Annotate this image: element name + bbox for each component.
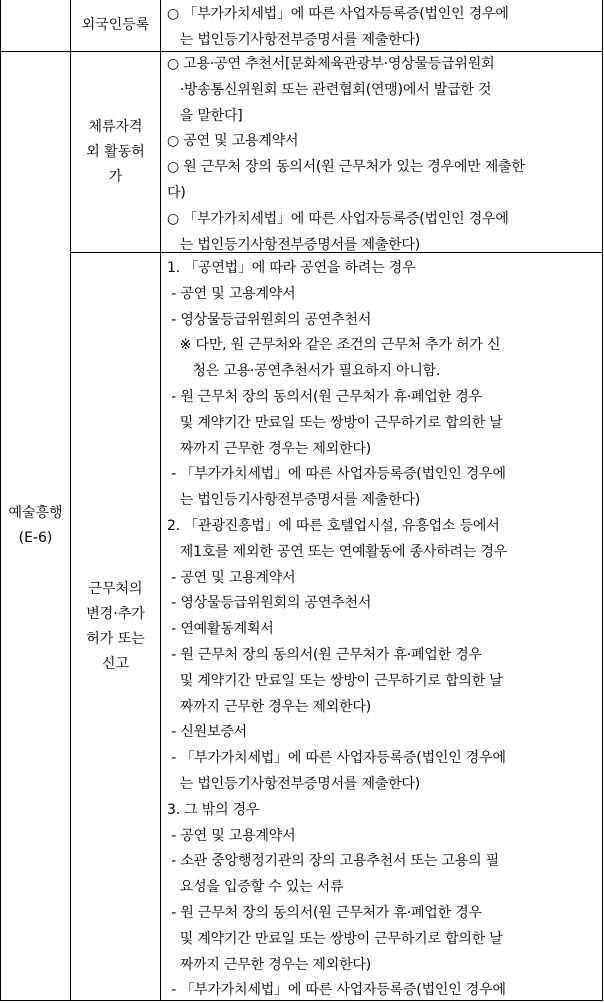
document-line: 및 계약기간 만료일 또는 쌍방이 근무하기로 합의한 날: [167, 414, 503, 431]
document-line: 및 계약기간 만료일 또는 쌍방이 근무하기로 합의한 날: [167, 672, 503, 689]
category-other-activity: 체류자격 외 활동허 가: [86, 118, 145, 185]
document-line: ·방송통신위원회 또는 관련협회(연맹)에서 발급한 것: [167, 81, 492, 98]
document-line: ○ 「부가가치세법」에 따른 사업자등록증(법인인 경우에: [167, 6, 509, 22]
document-line: 1. 「공연법」에 따라 공연을 하려는 경우: [167, 260, 416, 276]
document-line: - 연예활동계획서: [167, 621, 274, 638]
document-line: 3. 그 밖의 경우: [167, 801, 260, 818]
document-line: 을 말한다]: [167, 107, 243, 124]
document-line: ○ 공연 및 고용계약서: [167, 133, 299, 150]
document-line: - 신원보증서: [167, 724, 247, 741]
document-line: - 영상물등급위원회의 공연추천서: [167, 311, 372, 328]
document-line: 제1호를 제외한 공연 또는 연예활동에 종사하려는 경우: [167, 543, 508, 560]
document-line: - 공연 및 고용계약서: [167, 827, 296, 844]
document-line: - 「부가가치세법」에 따른 사업자등록증(법인인 경우에: [167, 466, 506, 483]
document-line: - 「부가가치세법」에 따른 사업자등록증(법인인 경우에: [167, 750, 506, 767]
document-line: ○ 「부가가치세법」에 따른 사업자등록증(법인인 경우에: [167, 210, 509, 227]
document-line: 다): [167, 185, 186, 201]
document-line: 는 법인등기사항전부증명서를 제출한다): [167, 492, 421, 509]
document-line: - 원 근무처 장의 동의서(원 근무처가 휴·폐업한 경우: [167, 389, 482, 405]
document-line: ※ 다만, 원 근무처와 같은 조건의 근무처 추가 허가 신: [167, 337, 501, 354]
document-line: - 원 근무처 장의 동의서(원 근무처가 휴·폐업한 경우: [167, 647, 482, 663]
table-divider-col2: [160, 0, 161, 1001]
document-line: 짜까지 근무한 경우는 제외한다): [167, 440, 371, 457]
document-line: 는 법인등기사항전부증명서를 제출한다): [167, 236, 421, 253]
document-line: - 영상물등급위원회의 공연추천서: [167, 595, 372, 612]
table-border-right: [602, 0, 603, 1001]
visa-type-label: 예술흥행 (E-6): [8, 505, 63, 546]
document-line: - 원 근무처 장의 동의서(원 근무처가 휴·폐업한 경우: [167, 905, 482, 921]
document-line: 2. 「관광진흥법」에 따른 호텔업시설, 유흥업소 등에서: [167, 518, 500, 534]
document-line: ○ 원 근무처 장의 동의서(원 근무처가 있는 경우에만 제출한: [167, 159, 525, 176]
document-line: 짜까지 근무한 경우는 제외한다): [167, 956, 371, 973]
document-line: ○ 고용·공연 추천서[문화체육관광부·영상물등급위원회: [167, 56, 495, 72]
document-line: - 공연 및 고용계약서: [167, 285, 296, 302]
document-line: 는 법인등기사항전부증명서를 제출한다): [167, 776, 421, 792]
document-line: 및 계약기간 만료일 또는 쌍방이 근무하기로 합의한 날: [167, 930, 503, 947]
document-line: - 공연 및 고용계약서: [167, 569, 296, 586]
document-line: 짜까지 근무한 경우는 제외한다): [167, 698, 371, 715]
document-line: - 소관 중앙행정기관의 장의 고용추천서 또는 고용의 필: [167, 853, 499, 870]
category-foreign-registration: 외국인등록: [81, 17, 150, 33]
document-line: 요성을 입증할 수 있는 서류: [167, 879, 344, 896]
document-line: 는 법인등기사항전부증명서를 제출한다): [167, 31, 421, 48]
document-line: 청은 고용·공연추천서가 필요하지 아니함.: [167, 363, 441, 380]
document-line: - 「부가가치세법」에 따른 사업자등록증(법인인 경우에: [167, 982, 506, 999]
category-workplace-change: 근무처의 변경·추가 허가 또는 신고: [86, 580, 145, 672]
